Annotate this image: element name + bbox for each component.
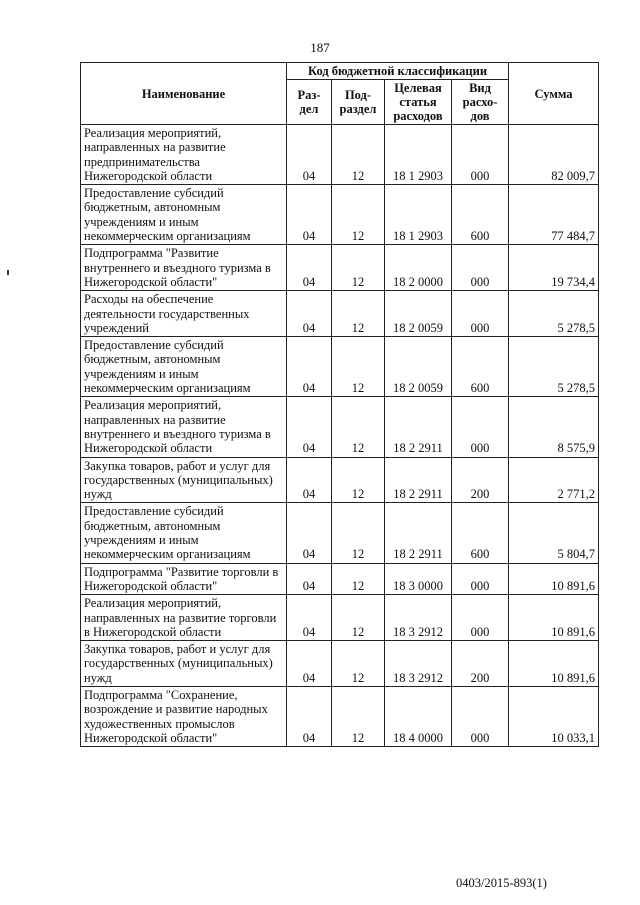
row-name: Закупка товаров, работ и услуг для государственных (муниципальных) нужд [81,457,287,503]
row-vid-rashodov: 600 [452,503,509,563]
row-vid-rashodov: 600 [452,337,509,397]
row-name: Подпрограмма "Сохранение, возрождение и развитие народных художественных промыслов Нижегородской области" [81,686,287,746]
budget-table [80,62,599,747]
row-vid-rashodov: 000 [452,563,509,595]
table-row [81,245,599,291]
table-row [81,563,599,595]
row-celevaya-statya: 18 4 0000 [385,686,452,746]
table-row [81,457,599,503]
row-celevaya-statya: 18 2 2911 [385,503,452,563]
row-razdel: 04 [287,397,332,457]
row-podrazdel: 12 [332,125,385,185]
row-podrazdel: 12 [332,291,385,337]
row-razdel: 04 [287,686,332,746]
row-vid-rashodov: 000 [452,245,509,291]
row-vid-rashodov: 200 [452,641,509,687]
scan-mark [7,270,9,275]
row-podrazdel: 12 [332,397,385,457]
row-razdel: 04 [287,125,332,185]
row-podrazdel: 12 [332,595,385,641]
table-row [81,185,599,245]
row-razdel: 04 [287,595,332,641]
header-celevaya-statya: Целевая статья расходов [385,80,452,125]
row-sum: 10 891,6 [509,595,599,641]
row-sum: 5 804,7 [509,503,599,563]
row-vid-rashodov: 200 [452,457,509,503]
header-name: Наименование [81,63,287,125]
row-vid-rashodov: 000 [452,125,509,185]
table-row [81,686,599,746]
row-vid-rashodov: 000 [452,397,509,457]
row-name: Реализация мероприятий, направленных на развитие предпринимательства Нижегородской области [81,125,287,185]
document-code: 0403/2015-893(1) [456,876,547,890]
row-name: Подпрограмма "Развитие торговли в Нижегородской области" [81,563,287,595]
row-razdel: 04 [287,337,332,397]
row-vid-rashodov: 600 [452,185,509,245]
row-celevaya-statya: 18 1 2903 [385,185,452,245]
row-vid-rashodov: 000 [452,686,509,746]
row-razdel: 04 [287,563,332,595]
header-sum: Сумма [509,63,599,125]
row-razdel: 04 [287,245,332,291]
row-podrazdel: 12 [332,563,385,595]
row-celevaya-statya: 18 3 0000 [385,563,452,595]
row-podrazdel: 12 [332,457,385,503]
row-sum: 10 891,6 [509,641,599,687]
row-name: Расходы на обеспечение деятельности государственных учреждений [81,291,287,337]
row-razdel: 04 [287,457,332,503]
row-razdel: 04 [287,291,332,337]
row-podrazdel: 12 [332,337,385,397]
row-name: Предоставление субсидий бюджетным, автономным учреждениям и иным некоммерческим организациям [81,337,287,397]
row-razdel: 04 [287,503,332,563]
row-podrazdel: 12 [332,503,385,563]
row-podrazdel: 12 [332,686,385,746]
row-name: Предоставление субсидий бюджетным, автономным учреждениям и иным некоммерческим организациям [81,185,287,245]
row-celevaya-statya: 18 2 0000 [385,245,452,291]
row-sum: 19 734,4 [509,245,599,291]
row-sum: 8 575,9 [509,397,599,457]
row-sum: 5 278,5 [509,291,599,337]
row-name: Закупка товаров, работ и услуг для государственных (муниципальных) нужд [81,641,287,687]
row-celevaya-statya: 18 2 2911 [385,457,452,503]
row-sum: 10 891,6 [509,563,599,595]
row-podrazdel: 12 [332,641,385,687]
row-vid-rashodov: 000 [452,291,509,337]
row-sum: 2 771,2 [509,457,599,503]
table-row [81,291,599,337]
row-podrazdel: 12 [332,245,385,291]
table-row [81,125,599,185]
row-podrazdel: 12 [332,185,385,245]
row-razdel: 04 [287,641,332,687]
row-name: Предоставление субсидий бюджетным, автономным учреждениям и иным некоммерческим организациям [81,503,287,563]
header-classification-group: Код бюджетной классификации [287,63,509,80]
page-number: 187 [310,40,330,55]
table-row [81,397,599,457]
row-celevaya-statya: 18 1 2903 [385,125,452,185]
row-celevaya-statya: 18 2 0059 [385,291,452,337]
header-razdel: Раз-дел [287,80,332,125]
row-razdel: 04 [287,185,332,245]
row-vid-rashodov: 000 [452,595,509,641]
row-sum: 10 033,1 [509,686,599,746]
row-celevaya-statya: 18 3 2912 [385,595,452,641]
row-celevaya-statya: 18 2 0059 [385,337,452,397]
row-celevaya-statya: 18 2 2911 [385,397,452,457]
row-sum: 82 009,7 [509,125,599,185]
row-name: Реализация мероприятий, направленных на развитие торговли в Нижегородской области [81,595,287,641]
header-vid-rashodov: Вид расхо-дов [452,80,509,125]
table-row [81,641,599,687]
row-sum: 77 484,7 [509,185,599,245]
table-row [81,595,599,641]
row-celevaya-statya: 18 3 2912 [385,641,452,687]
row-name: Подпрограмма "Развитие внутреннего и въездного туризма в Нижегородской области" [81,245,287,291]
table-body [81,125,599,747]
table-row [81,337,599,397]
row-name: Реализация мероприятий, направленных на развитие внутреннего и въездного туризма в Нижегородской области [81,397,287,457]
table-row [81,503,599,563]
row-sum: 5 278,5 [509,337,599,397]
header-podrazdel: Под-раздел [332,80,385,125]
